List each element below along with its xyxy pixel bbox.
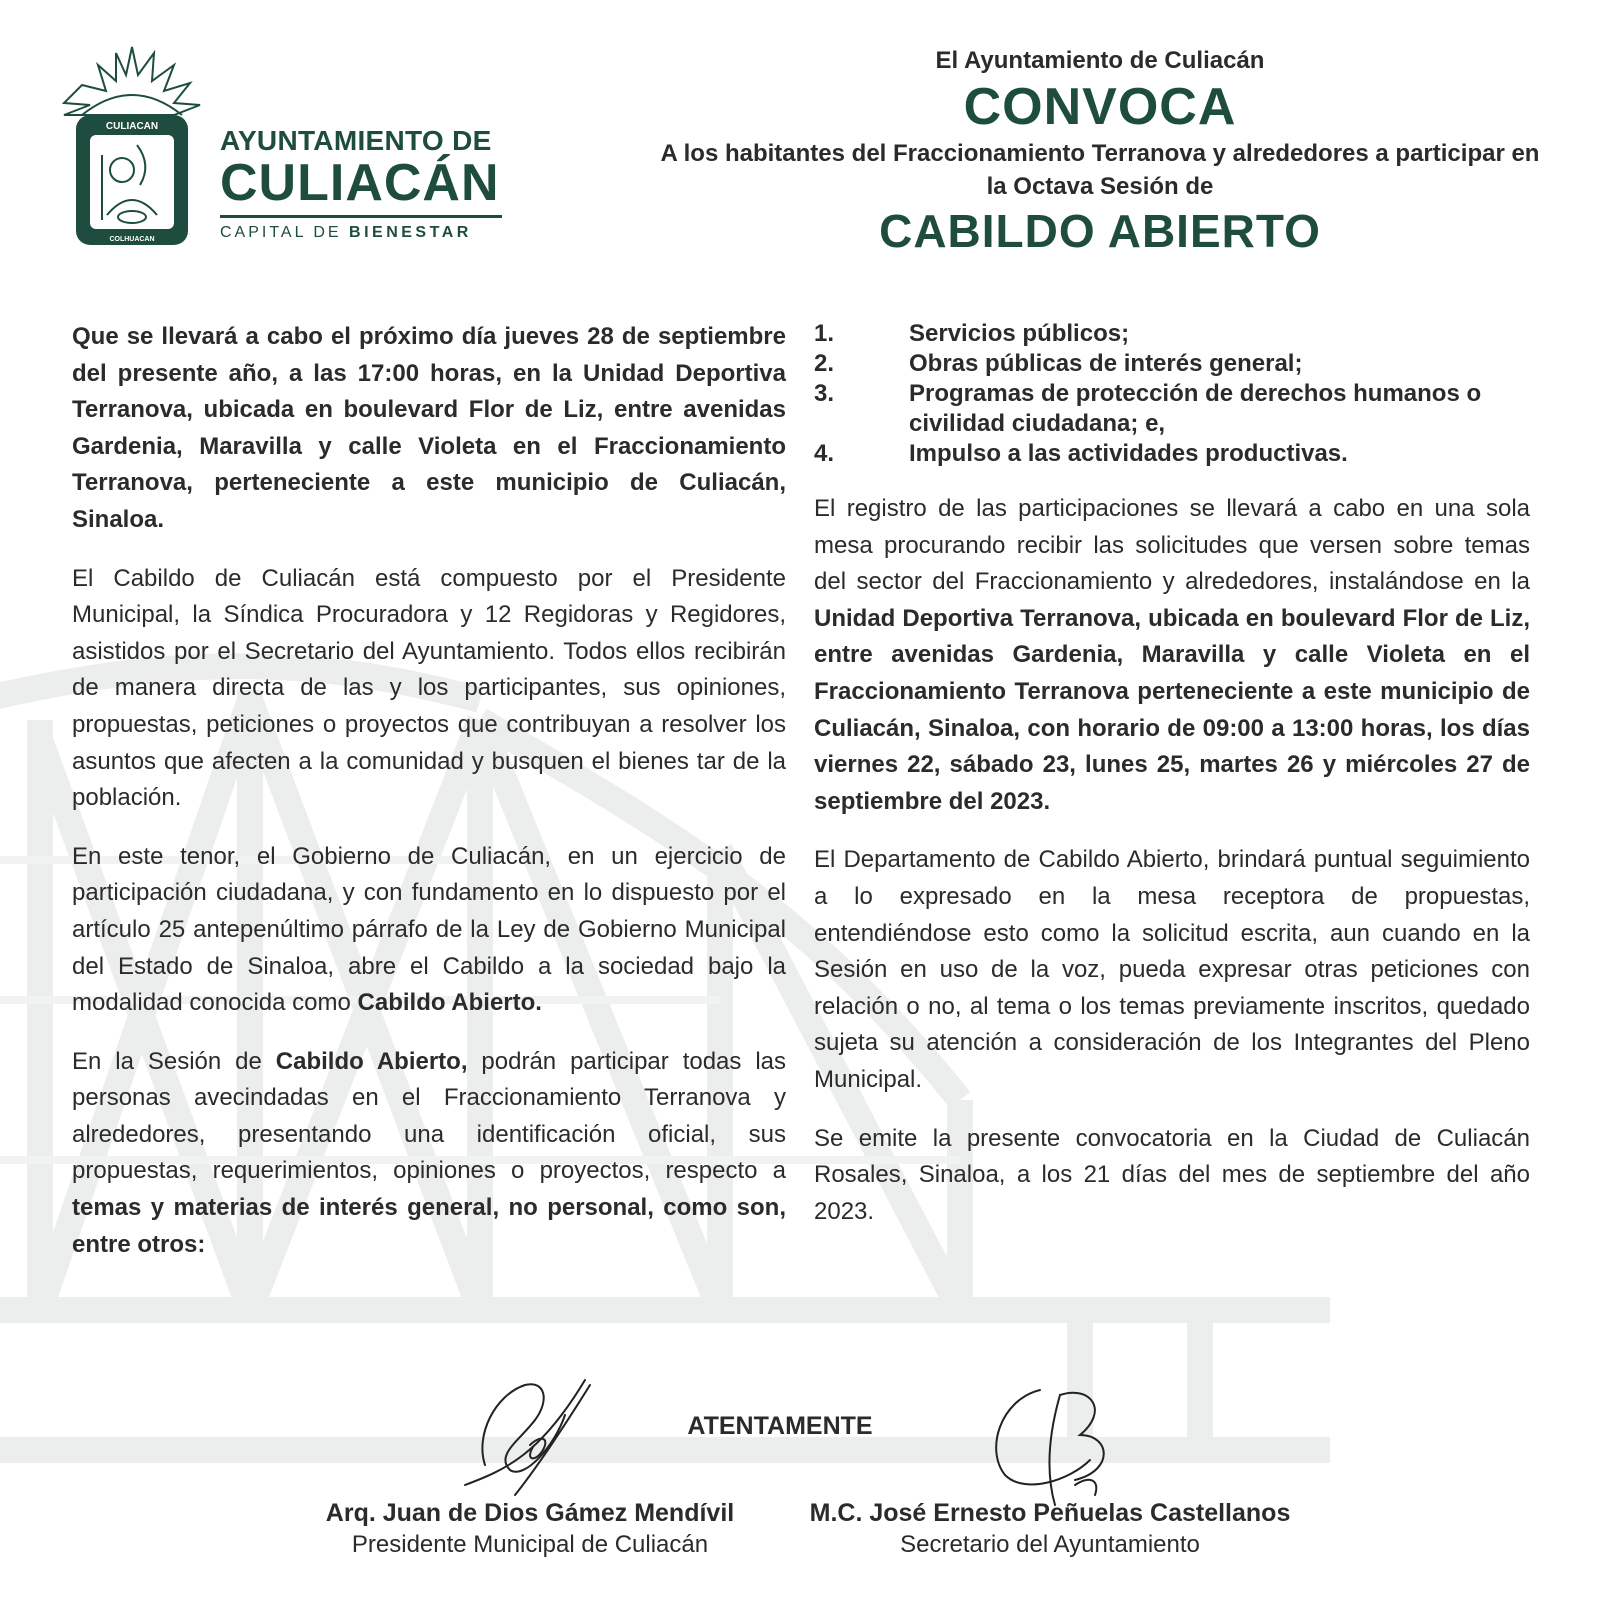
signer-1	[300, 1497, 760, 1561]
signer-2-name: M.C. José Ernesto Peñuelas Castellanos	[809, 1499, 1291, 1527]
signature-1	[455, 1375, 615, 1505]
org-tagline: CAPITAL DE BIENESTAR	[220, 224, 472, 241]
paragraph-issuance: Se emite la presente convocatoria en la Ciudad de Culiacán Rosales, Sinaloa, a los 21 días del mes de septiembre del año 2023.	[814, 1124, 1530, 1225]
signer-2-role: Secretario del Ayuntamiento	[900, 1531, 1200, 1558]
heading-subtitle: A los habitantes del Fraccionamiento Terranova y alrededores a participar en la Octava Sesión de	[660, 140, 1540, 200]
signer-1-name: Arq. Juan de Dios Gámez Mendívil	[325, 1499, 735, 1527]
announcement-heading	[660, 47, 1540, 259]
left-column	[72, 319, 786, 1285]
paragraph-date-location: Que se llevará a cabo el próximo día jueves 28 de septiembre del presente año, a las 17:00 horas, en la Unidad Deportiva Terranova, ubicada en boulevard Flor de Liz, entre avenidas Gardenia, Maravilla y calle Violeta en el Fraccionamiento Terranova, perteneciente a este municipio de Culiacán, Sinaloa.	[72, 323, 786, 533]
list-item: 2. Obras públicas de interés general;	[814, 350, 1303, 377]
signature-2	[980, 1380, 1160, 1510]
wordmark-divider	[220, 215, 502, 218]
closing-atentamente: ATENTAMENTE	[687, 1412, 873, 1440]
topics-list	[814, 319, 1530, 469]
heading-intro: El Ayuntamiento de Culiacán	[935, 47, 1265, 74]
organization-wordmark	[220, 125, 510, 242]
logo-top-text: CULIACAN	[105, 121, 159, 132]
paragraph-follow-up: El Departamento de Cabildo Abierto, brindará puntual seguimiento a lo expresado en la mesa receptora de propuestas, entendiéndose esto como la solicitud escrita, aun cuando en la Sesión en uso de la voz, pueda expresar otras peticiones con relación o no, al tema o los temas previamente inscritos, quedado sujeta su atención a consideración de los Integrantes del Pleno Municipal.	[814, 846, 1530, 1093]
list-item: 4. Impulso a las actividades productivas.	[814, 440, 1348, 467]
heading-title: CABILDO ABIERTO	[879, 205, 1321, 257]
list-item: 1. Servicios públicos;	[814, 320, 1130, 347]
paragraph-cabildo-composition: El Cabildo de Culiacán está compuesto por el Presidente Municipal, la Síndica Procuradora y 12 Regidoras y Regidores, asistidos por el Secretario del Ayuntamiento. Todos ellos recibirán de manera directa de las y los participantes, sus opiniones, propuestas, peticiones o proyectos que contribuyan a resolver los asuntos que afecten a la comunidad y busquen el bienes tar de la población.	[72, 564, 786, 812]
signer-1-role: Presidente Municipal de Culiacán	[351, 1531, 709, 1558]
org-name-line1: AYUNTAMIENTO DE	[220, 125, 492, 156]
city-coat-of-arms-logo	[62, 45, 202, 250]
right-column	[814, 319, 1530, 1252]
paragraph-registration: El registro de las participaciones se llevará a cabo en una sola mesa procurando recibir las solicitudes que versen sobre temas del sector del Fraccionamiento y alrededores, instalándose en la Unidad Deportiva Terranova, ubicada en boulevard Flor de Liz, entre avenidas Gardenia, Maravilla y calle Violeta en el Fraccionamiento Terranova perteneciente a este municipio de Culiacán, Sinaloa, con horario de 09:00 a 13:00 horas, los días viernes 22, sábado 23, lunes 25, martes 26 y miércoles 27 de septiembre del 2023.	[814, 495, 1530, 815]
org-name-line2: CULIACÁN	[220, 154, 500, 212]
paragraph-participation: En la Sesión de Cabildo Abierto, podrán participar todas las personas avecindadas en el Fraccionamiento Terranova y alrededores, presentando una identificación oficial, sus propuestas, requerimientos, opiniones o proyectos, respecto a temas y materias de interés general, no personal, como son, entre otros:	[72, 1047, 786, 1258]
logo-bottom-text: COLHUACAN	[109, 236, 155, 243]
heading-convoca: CONVOCA	[963, 78, 1237, 136]
list-item: 3. Programas de protección de derechos humanos o civilidad ciudadana; e,	[814, 380, 1482, 437]
paragraph-legal-basis: En este tenor, el Gobierno de Culiacán, en un ejercicio de participación ciudadana, y con fundamento en lo dispuesto por el artículo 25 antepenúltimo párrafo de la Ley de Gobierno Municipal del Estado de Sinaloa, abre el Cabildo a la sociedad bajo la modalidad conocida como Cabildo Abierto.	[72, 842, 786, 1017]
